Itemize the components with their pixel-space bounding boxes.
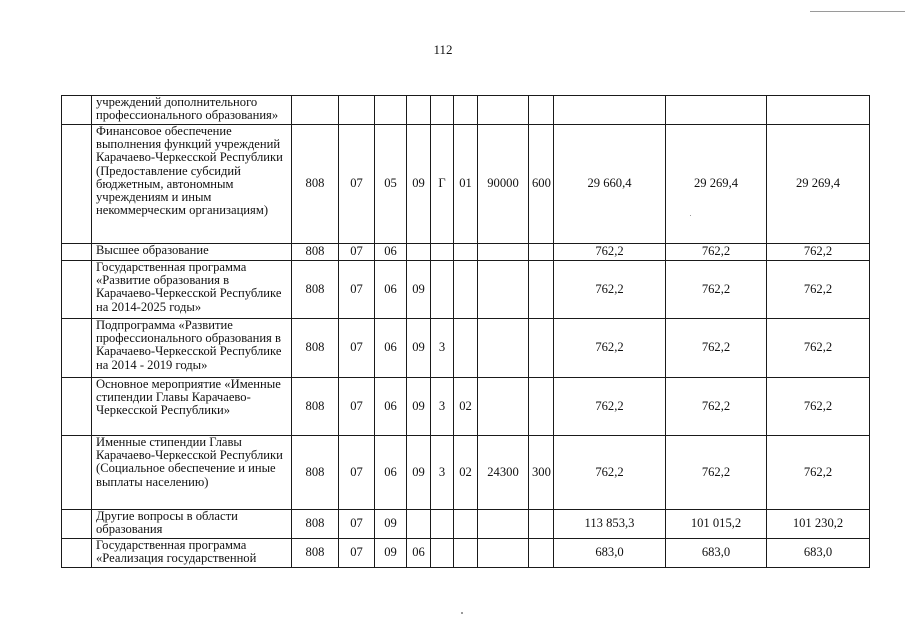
row-name: Подпрограмма «Развитие профессионального образования в Карачаево-Черкесской Республике на 2014 - 2019 годы»: [92, 319, 292, 378]
code-expense-type: 600: [529, 125, 554, 244]
code-section: 07: [339, 510, 375, 539]
row-margin-cell: [62, 319, 92, 378]
code-expense-type: [529, 539, 554, 568]
amount-year-3: [767, 96, 870, 125]
amount-year-1: 762,2: [554, 261, 666, 319]
code-event: [454, 539, 478, 568]
code-program: 09: [407, 436, 431, 510]
code-direction: [478, 261, 529, 319]
code-ministry: 808: [292, 244, 339, 261]
code-subprogram: [431, 244, 454, 261]
code-program: 09: [407, 319, 431, 378]
amount-year-2: [666, 96, 767, 125]
code-subsection: 06: [375, 261, 407, 319]
amount-year-2: 101 015,2: [666, 510, 767, 539]
amount-year-2: 762,2: [666, 378, 767, 436]
code-direction: [478, 539, 529, 568]
table-row: [62, 125, 870, 244]
code-direction: 90000: [478, 125, 529, 244]
code-program: 09: [407, 261, 431, 319]
code-section: 07: [339, 378, 375, 436]
amount-year-2: 762,2: [666, 319, 767, 378]
code-subprogram: [431, 261, 454, 319]
code-direction: 24300: [478, 436, 529, 510]
row-margin-cell: [62, 244, 92, 261]
amount-year-2: 762,2: [666, 436, 767, 510]
code-expense-type: [529, 510, 554, 539]
amount-year-2: 762,2: [666, 261, 767, 319]
code-event: [454, 244, 478, 261]
amount-year-3: 762,2: [767, 378, 870, 436]
row-name: Другие вопросы в области образования: [92, 510, 292, 539]
row-margin-cell: [62, 261, 92, 319]
code-subprogram: 3: [431, 436, 454, 510]
row-name: Государственная программа «Развитие образования в Карачаево-Черкесской Республике на 2014-2025 годы»: [92, 261, 292, 319]
row-name: Основное мероприятие «Именные стипендии Главы Карачаево-Черкесской Республики»: [92, 378, 292, 436]
amount-year-3: 762,2: [767, 261, 870, 319]
code-direction: [478, 378, 529, 436]
code-expense-type: [529, 319, 554, 378]
row-margin-cell: [62, 539, 92, 568]
row-name: Именные стипендии Главы Карачаево-Черкесской Республики (Социальное обеспечение и иные выплаты населению): [92, 436, 292, 510]
code-program: [407, 96, 431, 125]
code-program: [407, 244, 431, 261]
code-event: 01: [454, 125, 478, 244]
code-direction: [478, 510, 529, 539]
row-name: Государственная программа «Реализация государственной: [92, 539, 292, 568]
code-subsection: 09: [375, 510, 407, 539]
amount-year-3: 683,0: [767, 539, 870, 568]
page-number: 112: [433, 42, 453, 57]
code-ministry: 808: [292, 125, 339, 244]
code-section: 07: [339, 244, 375, 261]
amount-year-2: 29 269,4: [666, 125, 767, 244]
code-event: [454, 510, 478, 539]
code-program: 09: [407, 378, 431, 436]
amount-year-3: 29 269,4: [767, 125, 870, 244]
code-subsection: 05: [375, 125, 407, 244]
code-subprogram: [431, 539, 454, 568]
code-expense-type: [529, 96, 554, 125]
amount-year-1: 762,2: [554, 244, 666, 261]
code-section: 07: [339, 436, 375, 510]
row-name: Высшее образование: [92, 244, 292, 261]
code-program: [407, 510, 431, 539]
amount-year-1: 29 660,4: [554, 125, 666, 244]
code-event: [454, 261, 478, 319]
amount-year-3: 762,2: [767, 319, 870, 378]
code-ministry: [292, 96, 339, 125]
amount-year-2: 683,0: [666, 539, 767, 568]
code-section: [339, 96, 375, 125]
table-row: [62, 96, 870, 125]
code-section: 07: [339, 319, 375, 378]
table-row: [62, 539, 870, 568]
code-expense-type: [529, 261, 554, 319]
code-subsection: 06: [375, 319, 407, 378]
amount-year-1: 683,0: [554, 539, 666, 568]
table-row: [62, 244, 870, 261]
scan-edge-line: [810, 11, 905, 12]
code-program: 09: [407, 125, 431, 244]
amount-year-1: 762,2: [554, 319, 666, 378]
row-margin-cell: [62, 378, 92, 436]
amount-year-2: 762,2: [666, 244, 767, 261]
code-section: 07: [339, 125, 375, 244]
code-subsection: 09: [375, 539, 407, 568]
code-subprogram: 3: [431, 319, 454, 378]
code-subprogram: 3: [431, 378, 454, 436]
table-row: [62, 510, 870, 539]
code-event: 02: [454, 436, 478, 510]
code-ministry: 808: [292, 539, 339, 568]
code-section: 07: [339, 261, 375, 319]
amount-year-3: 762,2: [767, 244, 870, 261]
code-ministry: 808: [292, 510, 339, 539]
table-row: [62, 319, 870, 378]
code-ministry: 808: [292, 436, 339, 510]
code-subsection: 06: [375, 436, 407, 510]
row-margin-cell: [62, 510, 92, 539]
code-ministry: 808: [292, 261, 339, 319]
amount-year-1: 762,2: [554, 378, 666, 436]
code-subprogram: Г: [431, 125, 454, 244]
code-event: 02: [454, 378, 478, 436]
code-expense-type: [529, 244, 554, 261]
row-margin-cell: [62, 96, 92, 125]
amount-year-1: 113 853,3: [554, 510, 666, 539]
table-row: [62, 436, 870, 510]
row-margin-cell: [62, 125, 92, 244]
amount-year-1: 762,2: [554, 436, 666, 510]
code-event: [454, 96, 478, 125]
code-subprogram: [431, 96, 454, 125]
table-row: [62, 378, 870, 436]
table-row: [62, 261, 870, 319]
budget-table: [61, 95, 870, 568]
code-subsection: 06: [375, 244, 407, 261]
scan-speck: [690, 215, 691, 216]
row-margin-cell: [62, 436, 92, 510]
code-subprogram: [431, 510, 454, 539]
code-ministry: 808: [292, 378, 339, 436]
code-direction: [478, 244, 529, 261]
code-subsection: [375, 96, 407, 125]
code-program: 06: [407, 539, 431, 568]
amount-year-3: 762,2: [767, 436, 870, 510]
scan-speck: [461, 612, 463, 614]
code-subsection: 06: [375, 378, 407, 436]
row-name: Финансовое обеспечение выполнения функций учреждений Карачаево-Черкесской Республики (Предоставление субсидий бюджетным, автономным учреждениям и иным некоммерческим организациям): [92, 125, 292, 244]
code-direction: [478, 96, 529, 125]
code-ministry: 808: [292, 319, 339, 378]
code-expense-type: 300: [529, 436, 554, 510]
amount-year-1: [554, 96, 666, 125]
code-expense-type: [529, 378, 554, 436]
amount-year-3: 101 230,2: [767, 510, 870, 539]
code-section: 07: [339, 539, 375, 568]
code-direction: [478, 319, 529, 378]
code-event: [454, 319, 478, 378]
row-name: учреждений дополнительного профессионального образования»: [92, 96, 292, 125]
